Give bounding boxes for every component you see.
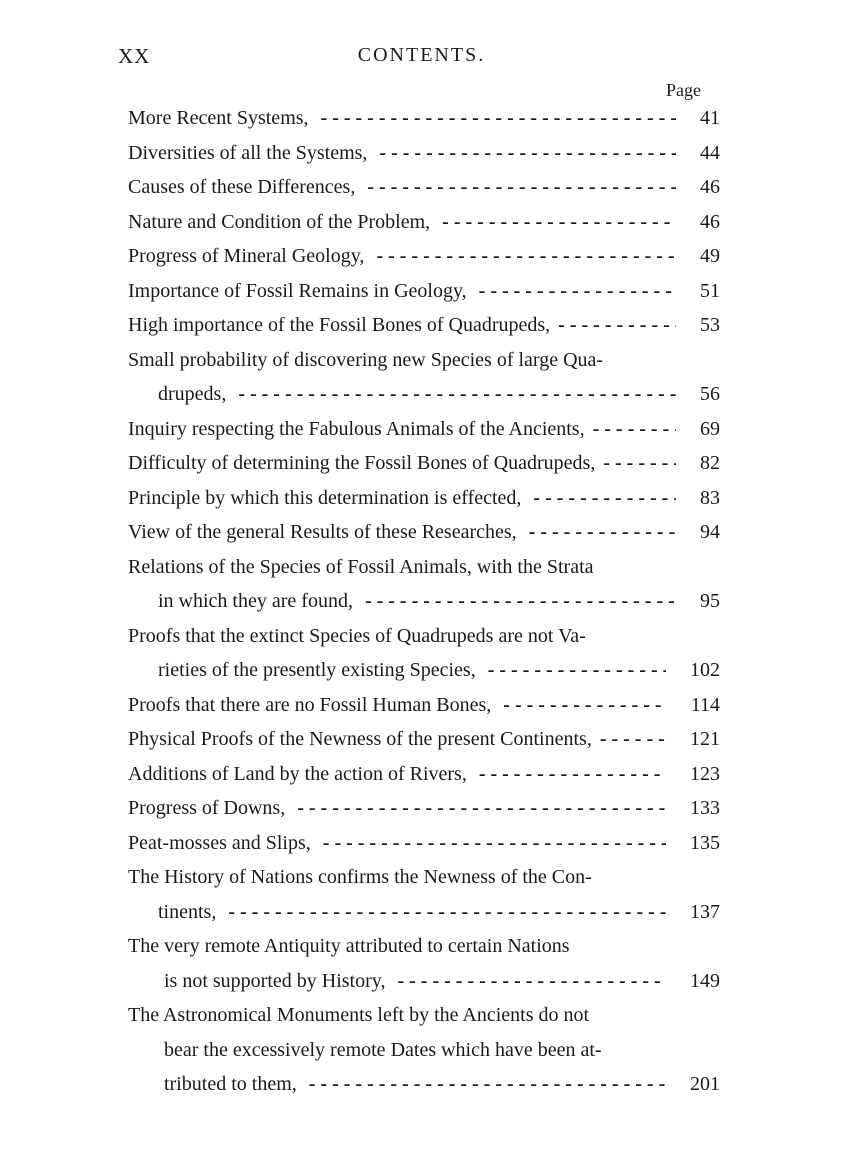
dot-leader xyxy=(603,446,676,481)
dot-leader xyxy=(238,377,676,412)
toc-page-number: 95 xyxy=(700,590,720,612)
toc-entry xyxy=(128,274,720,309)
toc-entry xyxy=(128,343,720,412)
page-title: CONTENTS. xyxy=(357,44,486,66)
dot-leader xyxy=(379,136,676,171)
toc-page-number: 46 xyxy=(700,176,720,198)
toc-page-number: 102 xyxy=(690,659,720,681)
toc-entry-title: Relations of the Species of Fossil Animals, with the Strata xyxy=(128,555,594,578)
toc-entry-title: View of the general Results of these Researches, xyxy=(128,521,517,543)
page-number: XX xyxy=(118,44,151,68)
toc-entry xyxy=(128,170,720,205)
dot-leader xyxy=(376,239,676,274)
toc-page-number: 51 xyxy=(700,279,720,302)
toc-entry xyxy=(128,446,720,481)
toc-page-number: 82 xyxy=(700,452,720,474)
toc-page-number: 149 xyxy=(690,969,720,992)
toc-page-number: 201 xyxy=(690,1073,720,1095)
dot-leader xyxy=(309,1067,666,1102)
toc-page-number: 46 xyxy=(700,210,720,233)
toc-entry xyxy=(128,308,720,343)
toc-entry-title: The very remote Antiquity attributed to certain Nations xyxy=(128,935,570,957)
toc-entry xyxy=(128,757,720,792)
toc-entry-continuation: in which they are found, xyxy=(158,590,353,612)
dot-leader xyxy=(558,308,676,343)
toc-page-number: 133 xyxy=(690,797,720,819)
dot-leader xyxy=(529,515,676,550)
toc-page-number: 44 xyxy=(700,141,720,164)
toc-entry-title: The History of Nations confirms the Newness of the Con- xyxy=(128,866,592,888)
toc-entry xyxy=(128,481,720,516)
dot-leader xyxy=(479,757,666,792)
dot-leader xyxy=(228,895,666,930)
toc-page-number: 123 xyxy=(690,762,720,785)
dot-leader xyxy=(367,170,676,205)
toc-entry-continuation: tinents, xyxy=(158,900,217,923)
toc-entry xyxy=(128,826,720,861)
toc-entry-title: Nature and Condition of the Problem, xyxy=(128,210,431,233)
dot-leader xyxy=(503,688,666,723)
toc-page-number: 83 xyxy=(700,486,720,509)
page-column-label: Page xyxy=(666,80,701,100)
dot-leader xyxy=(600,722,666,757)
toc-entry-title: Small probability of discovering new Species of large Qua- xyxy=(128,348,604,371)
toc-page-number: 56 xyxy=(700,383,720,405)
toc-entry-title: Principle by which this determination is effected, xyxy=(128,486,522,509)
toc-entry-continuation: drupeds, xyxy=(158,383,227,405)
toc-page-number: 137 xyxy=(690,900,720,923)
toc-entry-title: Peat-mosses and Slips, xyxy=(128,831,311,854)
dot-leader xyxy=(365,584,676,619)
toc-entry-title: High importance of the Fossil Bones of Quadrupeds, xyxy=(128,314,551,336)
toc-entry-title: Importance of Fossil Remains in Geology, xyxy=(128,279,467,302)
toc-entry xyxy=(128,412,720,447)
toc-entry-title: Diversities of all the Systems, xyxy=(128,141,368,164)
table-of-contents xyxy=(128,101,720,1102)
toc-entry xyxy=(128,101,720,136)
dot-leader xyxy=(533,481,676,516)
dot-leader xyxy=(321,101,676,136)
toc-entry xyxy=(128,860,720,929)
toc-page-number: 49 xyxy=(700,245,720,267)
running-head xyxy=(118,44,725,74)
toc-entry xyxy=(128,239,720,274)
toc-entry-continuation: is not supported by History, xyxy=(164,969,386,992)
toc-entry xyxy=(128,136,720,171)
toc-entry-title: Progress of Mineral Geology, xyxy=(128,245,365,267)
toc-page-number: 69 xyxy=(700,417,720,440)
toc-entry xyxy=(128,205,720,240)
toc-entry-title: Physical Proofs of the Newness of the present Continents, xyxy=(128,728,592,750)
dot-leader xyxy=(442,205,676,240)
toc-entry-title: Difficulty of determining the Fossil Bones of Quadrupeds, xyxy=(128,452,596,474)
toc-entry-title: More Recent Systems, xyxy=(128,107,309,129)
toc-entry-title: The Astronomical Monuments left by the Ancients do not xyxy=(128,1004,590,1026)
toc-entry xyxy=(128,515,720,550)
dot-leader xyxy=(479,274,676,309)
toc-entry-title: Proofs that there are no Fossil Human Bones, xyxy=(128,693,492,716)
toc-entry xyxy=(128,998,720,1102)
toc-entry xyxy=(128,550,720,619)
toc-entry-title: Progress of Downs, xyxy=(128,797,286,819)
dot-leader xyxy=(397,964,666,999)
toc-entry xyxy=(128,722,720,757)
toc-entry xyxy=(128,619,720,688)
toc-page-number: 94 xyxy=(700,521,720,543)
toc-entry xyxy=(128,688,720,723)
toc-entry-continuation: rieties of the presently existing Species, xyxy=(158,659,476,681)
toc-entry-title: Causes of these Differences, xyxy=(128,176,356,198)
toc-page-number: 41 xyxy=(700,107,720,129)
toc-entry-title: Inquiry respecting the Fabulous Animals of the Ancients, xyxy=(128,417,585,440)
toc-page-number: 53 xyxy=(700,314,720,336)
dot-leader xyxy=(593,412,676,447)
dot-leader xyxy=(297,791,666,826)
toc-entry-title: Additions of Land by the action of Rivers, xyxy=(128,762,467,785)
dot-leader xyxy=(488,653,666,688)
toc-entry xyxy=(128,929,720,998)
toc-entry-continuation: tributed to them, xyxy=(164,1073,297,1095)
toc-entry-continuation: bear the excessively remote Dates which have been at- xyxy=(164,1038,602,1061)
dot-leader xyxy=(323,826,666,861)
toc-entry xyxy=(128,791,720,826)
toc-entry-title: Proofs that the extinct Species of Quadrupeds are not Va- xyxy=(128,624,586,647)
toc-page-number: 114 xyxy=(690,693,720,716)
toc-page-number: 121 xyxy=(690,728,720,750)
toc-page-number: 135 xyxy=(690,831,720,854)
